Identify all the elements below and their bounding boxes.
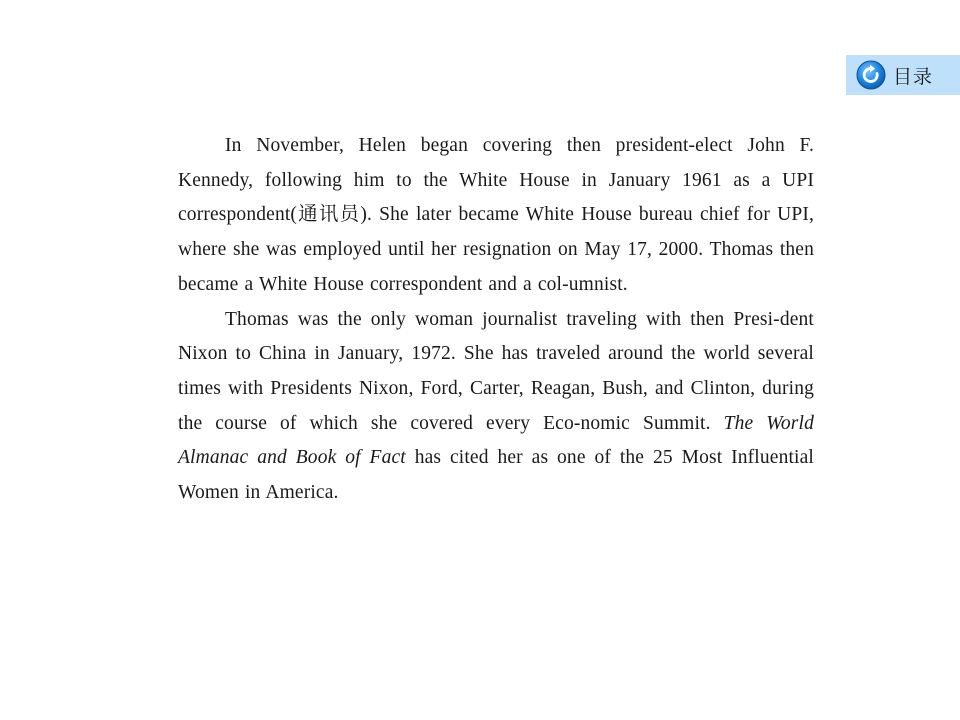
paragraph-1: In November, Helen began covering then president-elect John F. Kennedy, following him to the White House in January 1961 as a UPI correspondent(通讯员). She later became White House bureau chief for UPI, where she was employed until her resignation on May 17, 2000. Thomas then became a White House correspondent and a col-umnist. [178, 135, 814, 295]
back-arrow-icon [856, 60, 886, 90]
article-body [178, 129, 814, 511]
paragraph-2-text-a: Thomas was the only woman journalist traveling with then Presi-dent Nixon to China in January, 1972. She has traveled around the world several times with Presidents Nixon, Ford, Carter, Reagan, Bush, and Clinton, during the course of which she covered every Eco-nomic Summit. [178, 308, 814, 434]
book-title: The World Almanac and Book of Fact [178, 412, 814, 469]
paragraph-2-text-b: has cited her as one of the 25 Most Influential Women in America. [178, 447, 814, 504]
paragraph-2 [178, 303, 814, 511]
table-of-contents-button[interactable] [846, 55, 960, 95]
toc-label: 目录 [893, 65, 934, 88]
